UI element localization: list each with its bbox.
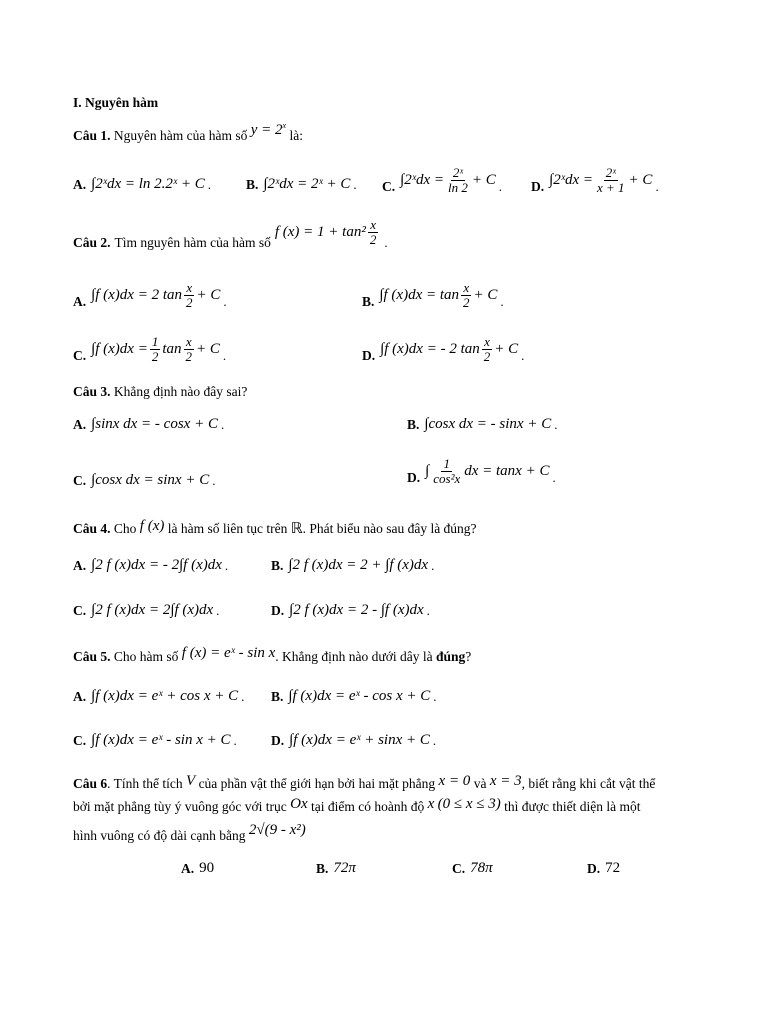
q4-option-d[interactable]: D. ∫2 f (x)dx = 2 - ∫f (x)dx . xyxy=(271,602,430,618)
function-expression: f (x) = 1 + tan² $\frac{x}{2}$ xyxy=(274,217,377,247)
question-6-line-2: bởi mặt phẳng tùy ý vuông góc với trục Ox tại điểm có hoành độ x (0 ≤ x ≤ 3) thì được thiết diện là một xyxy=(73,796,641,814)
question-6-line-1: Câu 6. Tính thể tích V của phần vật thể giới hạn bởi hai mặt phẳng x = 0 và x = 3, biết rằng khi cắt vật thể xyxy=(73,773,656,791)
question-1 xyxy=(73,121,303,145)
question-label: Câu 3. xyxy=(73,384,111,399)
question-3 xyxy=(73,384,247,400)
question-text: Nguyên hàm của hàm số xyxy=(113,128,248,143)
question-5: Câu 5. Cho hàm số f (x) = eˣ - sin x. Khẳng định nào dưới dây là đúng? xyxy=(73,645,472,664)
question-text: Tìm nguyên hàm của hàm số xyxy=(114,235,271,250)
q4-option-b[interactable]: B. ∫2 f (x)dx = 2 + ∫f (x)dx . xyxy=(271,557,435,573)
question-label: Câu 6 xyxy=(73,776,108,791)
q5-option-b[interactable]: B. ∫f (x)dx = eˣ - cos x + C . xyxy=(271,688,437,704)
q5-option-a[interactable]: A. ∫f (x)dx = eˣ + cos x + C . xyxy=(73,688,245,704)
q3-option-d[interactable]: D. ∫ $\frac{1}{\text{cos²x}}$ dx = tanx + C . xyxy=(407,456,556,486)
q2-option-b[interactable]: B. ∫f (x)dx = tan $\frac{x}{2}$ + C . xyxy=(362,280,504,310)
q3-option-b[interactable]: B. ∫cosx dx = - sinx + C . xyxy=(407,416,558,432)
q6-option-a[interactable]: A. 90 xyxy=(181,860,215,876)
q2-option-d[interactable]: D. ∫f (x)dx = - 2 tan $\frac{x}{2}$ + C . xyxy=(362,334,525,364)
q2-option-c[interactable]: C. ∫f (x)dx = $\frac{1}{2}$ tan $\frac{x}{2}$ + C . xyxy=(73,334,227,364)
question-text: Khẳng định nào đây sai? xyxy=(113,384,248,399)
edge-expression: 2√(9 - x²) xyxy=(248,822,306,838)
q4-option-c[interactable]: C. ∫2 f (x)dx = 2∫f (x)dx . xyxy=(73,602,220,618)
question-label: Câu 4. xyxy=(73,521,111,536)
question-4: Câu 4. Cho f (x) là hàm số liên tục trên ℝ. Phát biểu nào sau đây là đúng? xyxy=(73,518,477,537)
q1-option-d[interactable]: D. ∫2ˣdx = $\frac{\text{2ˣ}}{x + 1}$ + C . xyxy=(531,165,659,195)
q6-option-d[interactable]: D. 72 xyxy=(587,860,621,876)
q2-option-a[interactable]: A. ∫f (x)dx = 2 tan $\frac{x}{2}$ + C . xyxy=(73,280,227,310)
q6-option-c[interactable]: C. 78π xyxy=(452,860,493,876)
function-expression: f (x) xyxy=(139,518,165,534)
real-set-symbol: ℝ xyxy=(290,521,303,537)
function-expression: $y = 2^x$ xyxy=(250,121,287,138)
question-label: Câu 5. xyxy=(73,649,111,664)
q3-option-a[interactable]: A. ∫sinx dx = - cosx + C . xyxy=(73,416,225,432)
q5-option-d[interactable]: D. ∫f (x)dx = eˣ + sinx + C . xyxy=(271,732,437,748)
q6-option-b[interactable]: B. 72π xyxy=(316,860,356,876)
q1-option-b[interactable]: B. ∫2ˣdx = 2ˣ + C . xyxy=(246,176,357,192)
q1-option-c[interactable]: C. ∫2ˣdx = $\frac{\text{2ˣ}}{\ln 2}$ + C . xyxy=(382,165,503,195)
question-tail: là: xyxy=(289,128,303,143)
question-label: Câu 1. xyxy=(73,128,111,143)
question-label: Câu 2. xyxy=(73,235,111,250)
q5-option-c[interactable]: C. ∫f (x)dx = eˣ - sin x + C . xyxy=(73,732,237,748)
section-title: I. Nguyên hàm xyxy=(73,95,159,110)
question-2: Câu 2. Tìm nguyên hàm của hàm số f (x) = 1 + tan² $\frac{x}{2}$ . xyxy=(73,217,388,250)
q1-option-a[interactable]: A. ∫2ˣdx = ln 2.2ˣ + C . xyxy=(73,176,212,192)
question-6-line-3: hình vuông có độ dài cạnh bằng 2√(9 - x²) xyxy=(73,822,306,843)
function-expression: f (x) = eˣ - sin x xyxy=(181,645,276,661)
q4-option-a[interactable]: A. ∫2 f (x)dx = - 2∫f (x)dx . xyxy=(73,557,229,573)
q3-option-c[interactable]: C. ∫cosx dx = sinx + C . xyxy=(73,472,216,488)
